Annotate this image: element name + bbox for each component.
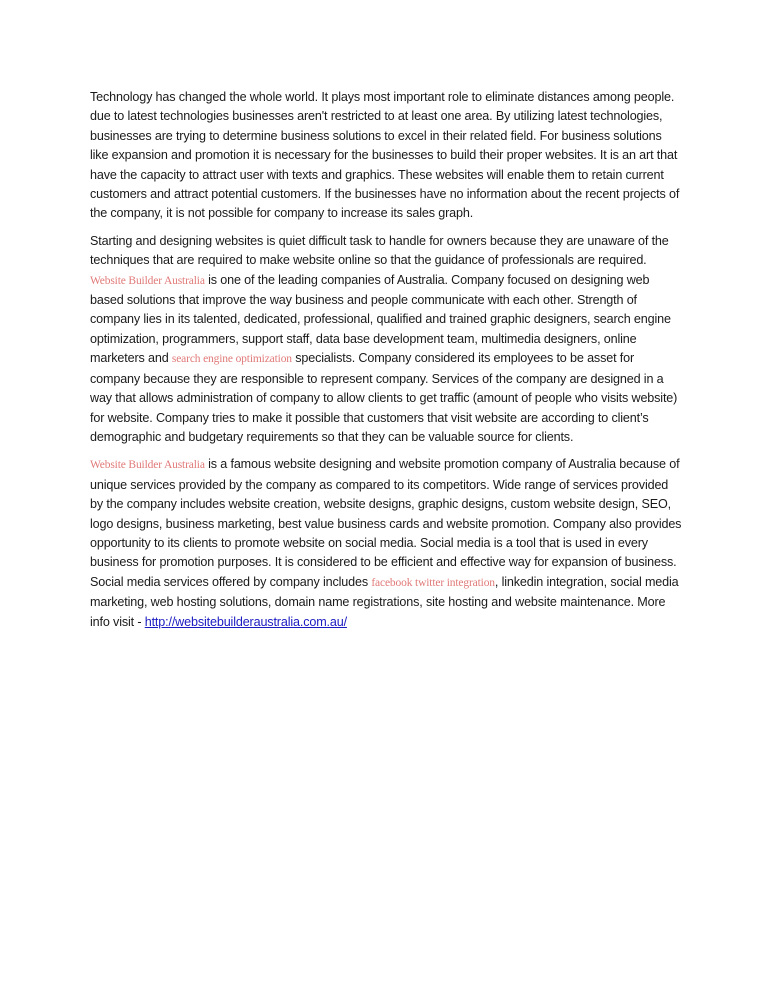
document-body xyxy=(90,88,682,640)
keyword-website-builder-australia: Website Builder Australia xyxy=(90,274,205,287)
paragraph-text: , linkedin integration, social media marketing, web hosting solutions, domain name registrations, site hosting and website maintenance. More info visit - xyxy=(90,574,679,629)
paragraph-famous-company xyxy=(90,455,682,632)
keyword-facebook-twitter-integration: facebook twitter integration xyxy=(371,576,495,589)
paragraph-technology xyxy=(90,88,682,224)
keyword-search-engine-optimization: search engine optimization xyxy=(171,353,292,366)
paragraph-text: is one of the leading companies of Australia. Company focused on designing web based solutions that improve the way business and people communicate with each other. Strength of company lies in its talented, dedicated, professional, qualified and trained graphic designers, search engine optimization, programmers, support staff, data base development team, multimedia designers, online marketers and xyxy=(90,272,671,366)
website-link[interactable]: http://websitebuilderaustralia.com.au/ xyxy=(144,614,347,629)
paragraph-text: Technology has changed the whole world. It plays most important role to eliminate distances among people. due to latest technologies businesses aren't restricted to at least one area. By utilizing latest technologies, businesses are trying to determine business solutions to excel in their related field. For business solutions like expansion and promotion it is necessary for the businesses to build their proper websites. It is an art that have the capacity to attract user with texts and graphics. These websites will enable them to retain current customers and attract potential customers. If the businesses have no information about the recent projects of the company, it is not possible for company to increase its sales graph. xyxy=(90,90,680,221)
paragraph-text: Starting and designing websites is quiet difficult task to handle for owners because they are unaware of the techniques that are required to make website online so that the guidance of professionals are required. xyxy=(90,233,669,268)
paragraph-text: specialists. Company considered its employees to be asset for company because they are responsible to represent company. Services of the company are designed in a way that allows administration of company to allow clients to get traffic (amount of people who visits website) for website. Company tries to make it possible that customers that visit website are according to client’s demographic and budgetary requirements so that they can be valuable source for clients. xyxy=(90,351,678,444)
keyword-website-builder-australia: Website Builder Australia xyxy=(90,459,205,472)
paragraph-starting-websites xyxy=(90,232,682,447)
paragraph-text: is a famous website designing and website promotion company of Australia because of unique services provided by the company as compared to its competitors. Wide range of services provided by the company includes website creation, website designs, graphic designs, custom website design, SEO, logo designs, business marketing, best value business cards and website promotion. Company also provides opportunity to its clients to promote website on social media. Social media is a tool that is used in every business for promotion purposes. It is considered to be efficient and effective way for expansion of business. Social media services offered by company includes xyxy=(90,457,682,589)
